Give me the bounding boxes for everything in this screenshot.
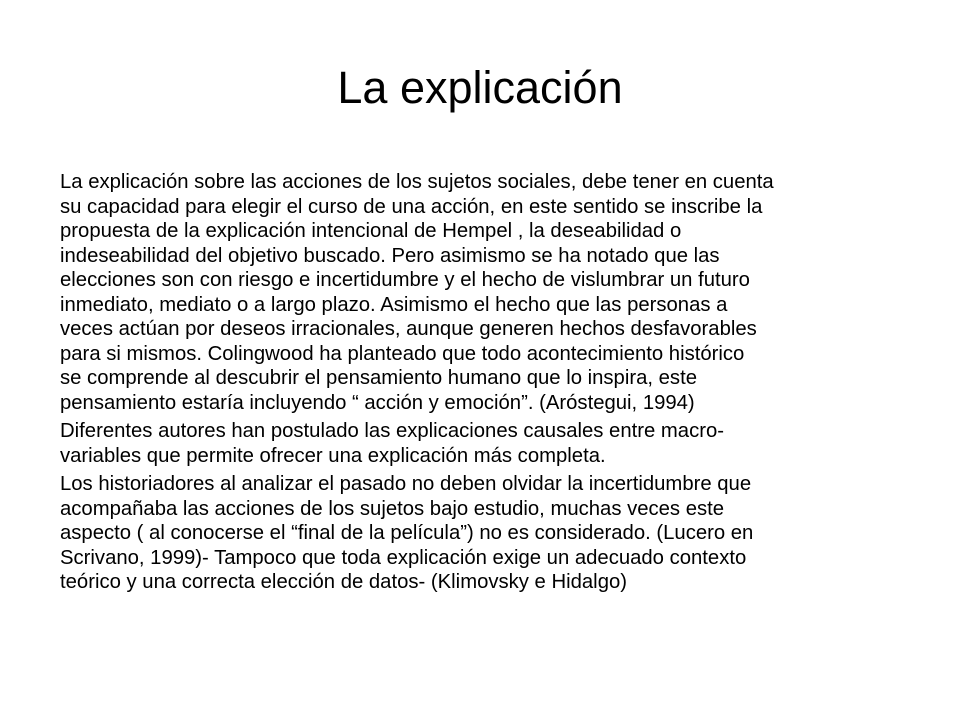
body-paragraph-2: Diferentes autores han postulado las explicaciones causales entre macro- variables que permite ofrecer una explicación más completa. — [60, 420, 725, 467]
slide-body — [60, 170, 880, 599]
slide-title: La explicación — [337, 62, 623, 113]
body-paragraph-1: La explicación sobre las acciones de los sujetos sociales, debe tener en cuenta su capacidad para elegir el curso de una acción, en este sentido se inscribe la propuesta de la explicación intencional de Hempel , la deseabilidad o indeseabilidad del objetivo buscado. Pero asimismo se ha notado que las elecciones son con riesgo e incertidumbre y el hecho de vislumbrar un futuro inmediato, mediato o a largo plazo. Asimismo el hecho que las personas a veces actúan por deseos irracionales, aunque generen hechos desfavorables para si mismos. Colingwood ha planteado que todo acontecimiento histórico se comprende al descubrir el pensamiento humano que lo inspira, este pensamiento estaría incluyendo “ acción y emoción”. (Aróstegui, 1994) — [60, 171, 774, 414]
body-paragraph-3: Los historiadores al analizar el pasado no deben olvidar la incertidumbre que acompañaba las acciones de los sujetos bajo estudio, muchas veces este aspecto ( al conocerse el “final de la película”) no es considerado. (Lucero en Scrivano, 1999)- Tampoco que toda explicación exige un adecuado contexto teórico y una correcta elección de datos- (Klimovsky e Hidalgo) — [60, 473, 754, 593]
